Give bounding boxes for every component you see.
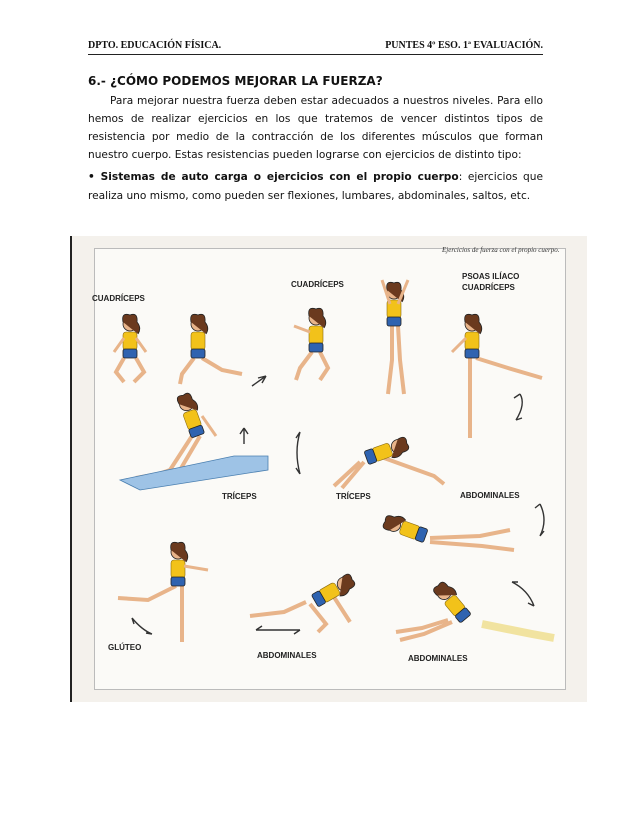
label-triceps-1: TRÍCEPS [222,492,257,501]
label-abdominales-2: ABDOMINALES [257,651,317,660]
bullet-item [88,168,543,206]
label-cuadriceps-1: CUADRÍCEPS [92,294,145,303]
section-title: 6.- ¿CÓMO PODEMOS MEJORAR LA FUERZA? [88,74,383,88]
page-header [88,40,543,55]
label-psoas-2: CUADRÍCEPS [462,283,515,292]
label-cuadriceps-2: CUADRÍCEPS [291,280,344,289]
bullet-lead: • Sistemas de auto carga o ejercicios con el propio cuerpo [88,171,459,183]
figure-caption: Ejercicios de fuerza con el propio cuerpo. [442,246,560,254]
label-abdominales-3: ABDOMINALES [408,654,468,663]
label-abdominales-1: ABDOMINALES [460,491,520,500]
header-department: DPTO. EDUCACIÓN FÍSICA. [88,40,222,51]
label-triceps-2: TRÍCEPS [336,492,371,501]
exercise-drawings [72,236,587,702]
exercise-illustration [70,236,587,702]
section-paragraph: Para mejorar nuestra fuerza deben estar adecuados a nuestros niveles. Para ello hemos de realizar ejercicios en los que tratemos de vencer distintos tipos de resistencia por medio de la contracción de los diferentes músculos que forman nuestro cuerpo. Estas resistencias pueden lograrse con ejercicios de distinto tipo: [88,95,543,161]
label-psoas-1: PSOAS ILÍACO [462,272,520,281]
label-gluteo: GLÚTEO [108,643,142,652]
header-course: PUNTES 4º ESO. 1ª EVALUACIÓN. [385,40,543,51]
bullet-text: : ejercicios que realiza uno mismo, como pueden ser flexiones, lumbares, abdominales, saltos, etc. [88,171,543,202]
